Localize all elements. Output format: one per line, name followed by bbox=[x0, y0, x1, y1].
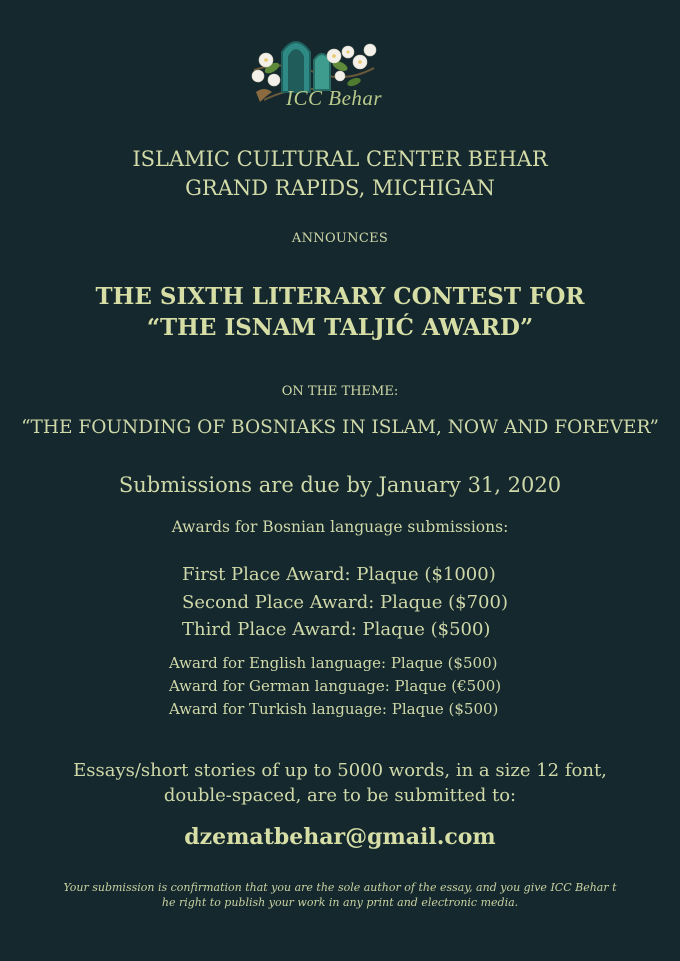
contest-title-line1: THE SIXTH LITERARY CONTEST FOR bbox=[95, 283, 585, 310]
award-turkish: Award for Turkish language: Plaque ($500) bbox=[169, 700, 499, 718]
organization-heading bbox=[0, 145, 680, 203]
award-english: Award for English language: Plaque ($500) bbox=[169, 654, 498, 672]
contest-title-line2: “THE ISNAM TALJIĆ AWARD” bbox=[146, 314, 534, 341]
disclaimer bbox=[0, 880, 680, 910]
essay-requirements-line2: double-spaced, are to be submitted to: bbox=[163, 785, 517, 806]
logo bbox=[244, 30, 440, 122]
announces-label: ANNOUNCES bbox=[291, 231, 389, 246]
organization-location: GRAND RAPIDS, MICHIGAN bbox=[185, 176, 495, 200]
submission-deadline: Submissions are due by January 31, 2020 bbox=[118, 473, 562, 497]
contest-title bbox=[0, 281, 680, 343]
essay-requirements-line1: Essays/short stories of up to 5000 words, in a size 12 font, bbox=[73, 760, 607, 781]
language-awards-list bbox=[169, 652, 501, 721]
award-german: Award for German language: Plaque (€500) bbox=[169, 677, 502, 695]
logo-text: ICC Behar bbox=[286, 86, 383, 110]
award-second-place: Second Place Award: Plaque ($700) bbox=[182, 591, 508, 613]
disclaimer-line1: Your submission is confirmation that you are the sole author of the essay, and you give ICC Behar t bbox=[63, 881, 617, 894]
main-awards-list bbox=[182, 561, 508, 644]
theme-label: ON THE THEME: bbox=[281, 384, 399, 399]
theme-text: “THE FOUNDING OF BOSNIAKS IN ISLAM, NOW AND FOREVER” bbox=[21, 417, 659, 438]
award-first-place: First Place Award: Plaque ($1000) bbox=[182, 564, 496, 585]
awards-intro: Awards for Bosnian language submissions: bbox=[171, 518, 509, 536]
essay-requirements bbox=[0, 758, 680, 808]
disclaimer-line2: he right to publish your work in any print and electronic media. bbox=[161, 896, 519, 909]
award-third-place: Third Place Award: Plaque ($500) bbox=[182, 619, 491, 640]
submission-email[interactable]: dzematbehar@gmail.com bbox=[184, 824, 496, 850]
organization-name: ISLAMIC CULTURAL CENTER BEHAR bbox=[132, 147, 548, 171]
